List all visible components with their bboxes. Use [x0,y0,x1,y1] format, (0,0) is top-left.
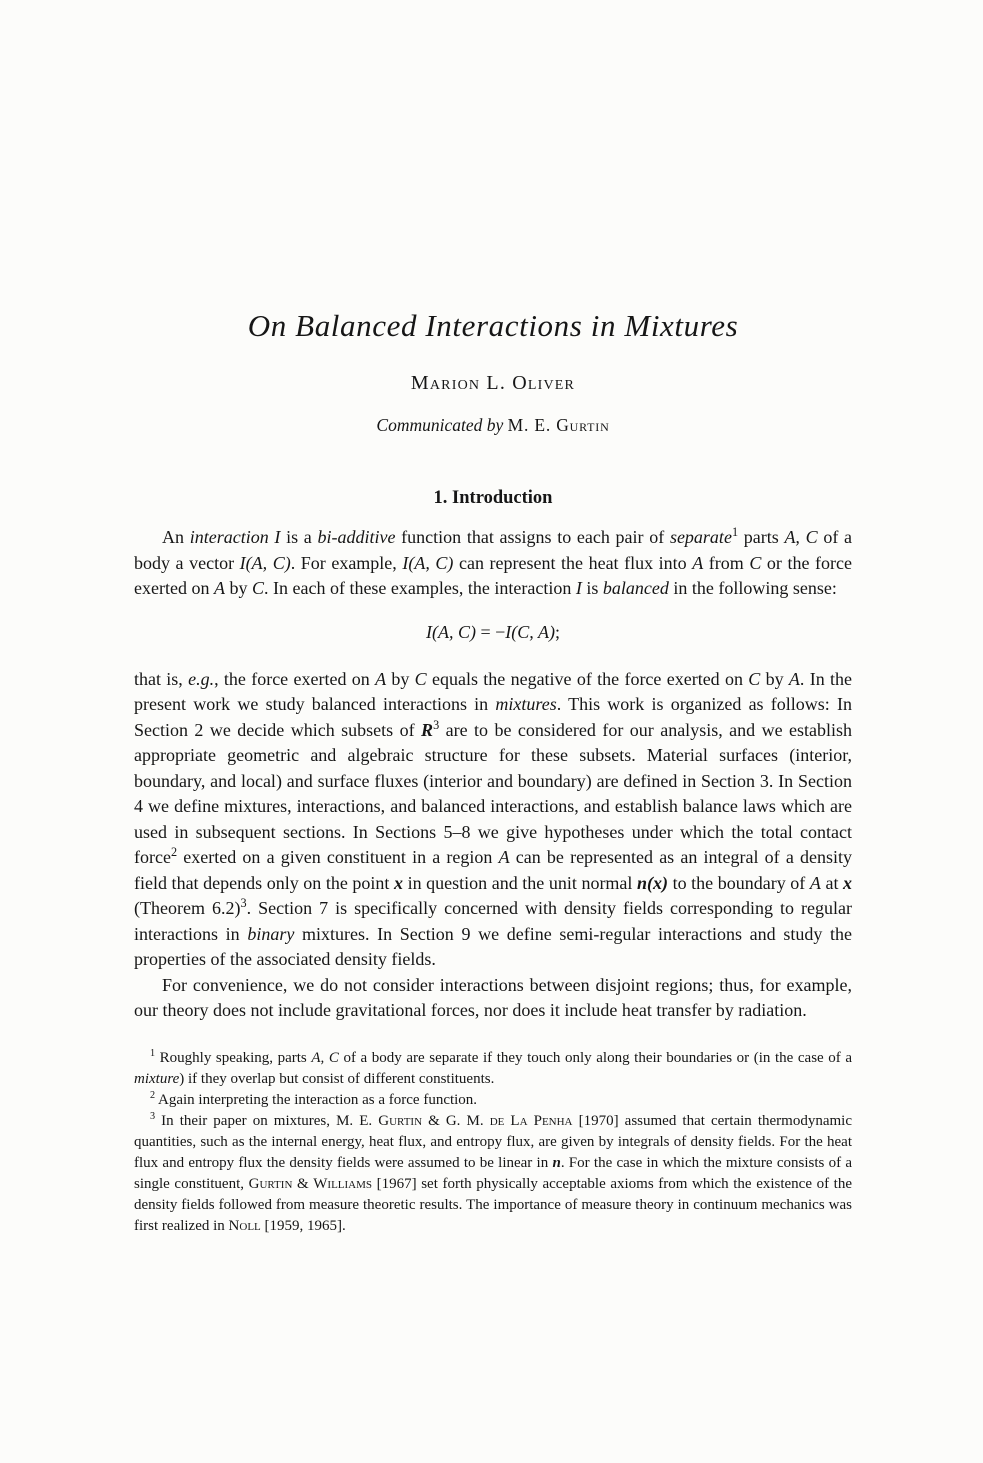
communicated-line: Communicated by M. E. Gurtin [376,415,610,435]
section-heading-introduction: 1. Introduction [433,488,553,508]
footnote-2: $^2$ Again interpreting the interaction as a force function. [150,1089,478,1108]
footnote-3: $^3$ In their paper on mixtures, M. E. Gurtin & G. M. de La Penha [1970] assumed that certain thermodynamic quantities, such as the internal energy, heat flux, and entropy flux, are given by integrals of density fields. For the heat flux and entropy flux the density fields were assumed to be linear in n. For the case in which the mixture consists of a single constituent, Gurtin & Williams [1967] set forth physically acceptable axioms from which the existence of the density fields followed from measure theoretic results. The importance of measure theory in continuum mechanics was first realized in Noll [1959, 1965]. [134,1110,853,1234]
footnotes-section [134,1048,852,1237]
footnote-1: $^1$ Roughly speaking, parts A, C of a body are separate if they touch only along their boundaries or (in the case of a mixture) if they overlap but consist of different constituents. [134,1047,853,1087]
paragraph-2: that is, e.g., the force exerted on A by C equals the negative of the force exerted on C by A. In the present work we study balanced interactions in mixtures. This work is organized as follows: In Section 2 we decide which subsets of $R^3$ are to be considered for our analysis, and we establish appropriate geometric and algebraic structure for these subsets. Material surfaces (interior, boundary, and local) and surface fluxes (interior and boundary) are defined in Section 3. In Section 4 we define mixtures, interactions, and balanced interactions, and establish balance laws which are used in subsequent sections. In Sections 5–8 we give hypotheses under which the total contact force$^2$ exerted on a given constituent in a region A can be represented as an integral of a density field that depends only on the point x in question and the unit normal n(x) to the boundary of A at x (Theorem 6.2)$^3$. Section 7 is specifically concerned with density fields corresponding to regular interactions in binary mixtures. In Section 9 we define semi-regular interactions and study the properties of the associated density fields. [134,668,853,969]
paper-title: On Balanced Interactions in Mixtures [247,308,739,343]
paragraph-1: An interaction I is a bi-additive function that assigns to each pair of separate$^1$ parts A, C of a body a vector I(A, C). For example, I(A, C) can represent the heat flux into A from C or the force exerted on A by C. In each of these examples, the interaction I is balanced in the following sense: [134,525,853,598]
display-equation: I(A, C) = −I(C, A); [426,621,560,642]
paragraph-3: For convenience, we do not consider interactions between disjoint regions; thus, for example, our theory does not include gravitational forces, nor does it include heat transfer by radiation. [134,974,852,1020]
author-name: Marion L. Oliver [410,372,576,394]
